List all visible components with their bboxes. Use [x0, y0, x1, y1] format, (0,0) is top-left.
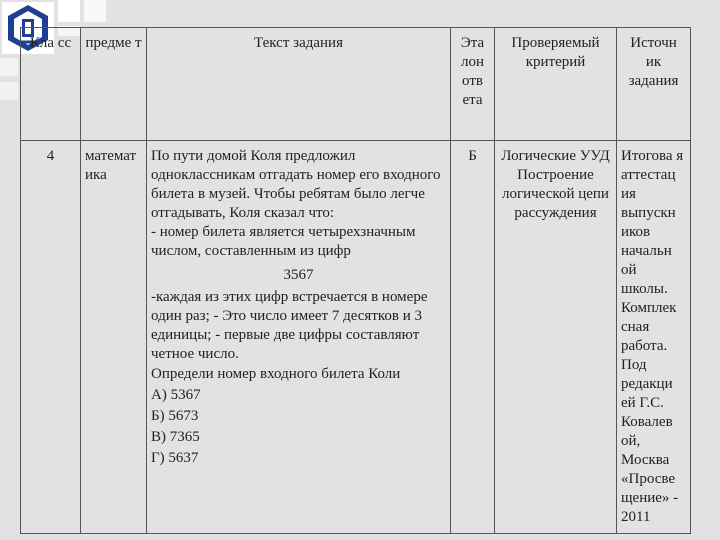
option-b: Б) 5673 [151, 408, 199, 424]
option-a: А) 5367 [151, 387, 201, 403]
decor-square [0, 58, 18, 76]
task-paragraph: -каждая из этих цифр встречается в номере один раз; - Это число имеет 7 десятков и 3 единицы; - первые две цифры составляют четное число. [151, 289, 428, 362]
cell-answer: Б [451, 141, 495, 534]
table-row [21, 141, 691, 534]
task-paragraph: - номер билета является четырехзначным числом, составленным из цифр [151, 224, 416, 259]
cell-subject: математ ика [81, 141, 147, 534]
task-paragraph: По пути домой Коля предложил одноклассникам отгадать номер его входного билета в музей. Чтобы ребятам было легче отгадывать, Коля сказал что: [151, 148, 441, 221]
header-criterion: Проверяемый критерий [495, 28, 617, 141]
task-digits: 3567 [283, 267, 314, 283]
option-d: Г) 5637 [151, 450, 199, 466]
table-header-row [21, 28, 691, 141]
cell-criterion [495, 141, 617, 534]
header-task: Текст задания [147, 28, 451, 141]
criterion-line: Логические УУД [501, 148, 610, 164]
assignment-table [20, 27, 691, 534]
header-answer: Эта лон отв ета [451, 28, 495, 141]
header-source: Источн ик задания [617, 28, 691, 141]
cell-class: 4 [21, 141, 81, 534]
cell-task [147, 141, 451, 534]
header-subject: предме т [81, 28, 147, 141]
criterion-line: Построение логической цепи рассуждения [502, 167, 609, 221]
header-class: Кла сс [21, 28, 81, 141]
option-c: В) 7365 [151, 429, 200, 445]
task-question: Определи номер входного билета Коли [151, 366, 401, 382]
cell-source: Итогова я аттестац ия выпускн иков начальн ой школы. Комплек сная работа. Под редакци ей Г.С. Ковалев ой, Москва «Просве щение» - 2011 [617, 141, 691, 534]
decor-square [0, 82, 18, 100]
decor-square [84, 0, 106, 22]
decor-square [58, 0, 80, 22]
